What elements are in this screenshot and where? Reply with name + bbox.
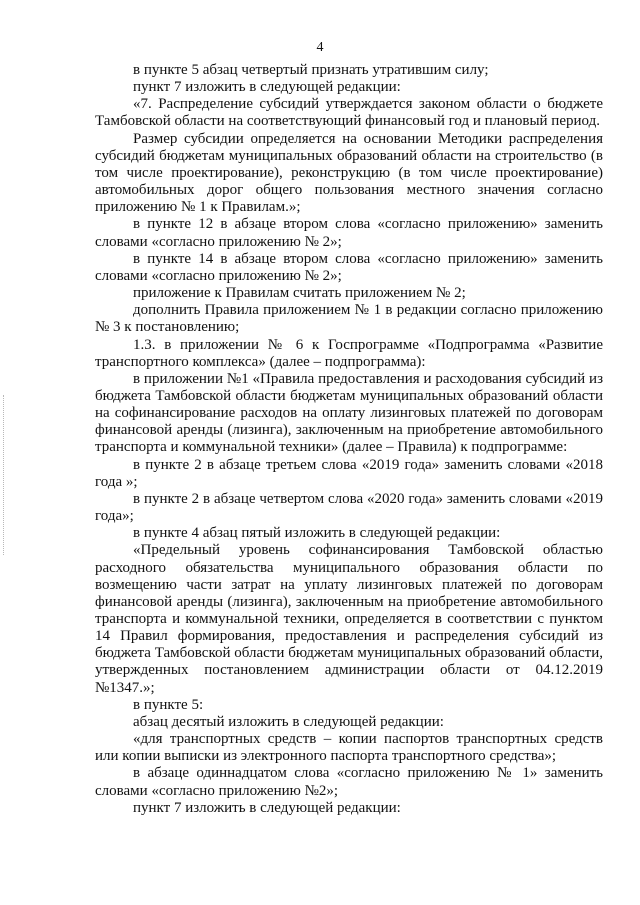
paragraph: 1.3. в приложении № 6 к Госпрограмме «Подпрограмма «Развитие транспортного комплекса» (далее – подпрограмма): (95, 336, 603, 370)
paragraph: в пункте 5: (133, 696, 204, 713)
paragraph: абзац десятый изложить в следующей редакции: (133, 713, 444, 730)
paragraph: в пункте 14 в абзаце втором слова «согласно приложению» заменить словами «согласно приложению № 2»; (95, 250, 603, 284)
paragraph: пункт 7 изложить в следующей редакции: (133, 79, 401, 96)
paragraph: приложение к Правилам считать приложением № 2; (133, 285, 466, 302)
paragraph: в пункте 2 в абзаце третьем слова «2019 года» заменить словами «2018 года »; (95, 456, 603, 490)
paragraph: «для транспортных средств – копии паспортов транспортных средств или копии выписки из электронного паспорта транспортного средства»; (95, 731, 603, 765)
paragraph: дополнить Правила приложением № 1 в редакции согласно приложению № 3 к постановлению; (95, 302, 603, 336)
paragraph: пункт 7 изложить в следующей редакции: (133, 799, 401, 816)
paragraph: «Предельный уровень софинансирования Тамбовской областью расходного обязательства муниципального образования области по возмещению части затрат на уплату лизинговых платежей по договорам финансовой аренды (лизинга), заключенным на приобретение автомобильного транспорта и коммунальной техники, определяется в соответствии с пунктом 14 Правил формирования, предоставления и распределения субсидий из бюджета Тамбовской области бюджетам муниципальных образований области, утвержденных постановлением администрации области от 04.12.2019 №1347.»; (95, 542, 603, 696)
paragraph: «7. Распределение субсидий утверждается законом области о бюджете Тамбовской области на соответствующий финансовый год и плановый период. (95, 96, 603, 130)
paragraph: Размер субсидии определяется на основании Методики распределения субсидий бюджетам муниципальных образований области на строительство (в том числе проектирование), реконструкцию (в том числе проектирование) автомобильных дорог общего пользования местного значения согласно приложению № 1 к Правилам.»; (95, 130, 603, 216)
document-body (95, 62, 603, 817)
margin-mark (3, 395, 8, 555)
paragraph: в пункте 5 абзац четвертый признать утратившим силу; (133, 62, 489, 78)
paragraph: в пункте 2 в абзаце четвертом слова «2020 года» заменить словами «2019 года»; (95, 490, 603, 525)
paragraph: в пункте 4 абзац пятый изложить в следующей редакции: (133, 525, 501, 542)
paragraph: в абзаце одиннадцатом слова «согласно приложению № 1» заменить словами «согласно приложению №2»; (95, 765, 603, 799)
paragraph: в приложении №1 «Правила предоставления и расходования субсидий из бюджета Тамбовской области бюджетам муниципальных образований области на софинансирование расходов на оплату лизинговых платежей по договорам финансовой аренды (лизинга), заключенным на приобретение автомобильного транспорта и коммунальной техники» (далее – Правила) к подпрограмме: (95, 370, 603, 456)
paragraph: в пункте 12 в абзаце втором слова «согласно приложению» заменить словами «согласно приложению № 2»; (95, 216, 603, 250)
page-number: 4 (316, 40, 324, 55)
